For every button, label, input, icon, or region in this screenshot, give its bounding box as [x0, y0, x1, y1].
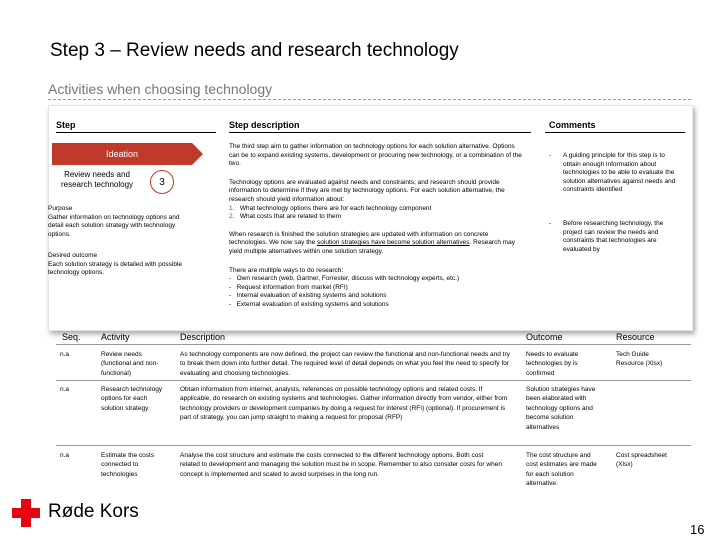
desc-paragraph-4: There are multiple ways to do research:	[229, 266, 344, 274]
table-header-description: Description	[180, 332, 226, 342]
bullet-text: Request information from market (RFI)	[236, 283, 348, 291]
header-description: Step description	[229, 120, 300, 130]
list-text: What costs that are related to them	[239, 213, 342, 221]
row-2-outcome: Solution strategies have been elaborated with technology options and become solution alternatives	[526, 386, 596, 431]
row-1-seq: n.a	[60, 351, 70, 358]
header-step: Step	[56, 120, 76, 130]
comment-dash-2: -	[549, 220, 552, 227]
bullet-text: External evaluation of existing systems and solutions	[236, 300, 389, 308]
desc-bullet-4: - External evaluation of existing systems and solutions	[229, 300, 389, 308]
header-description-line	[229, 132, 531, 133]
comment-2: Before researching technology, the project can review the needs and constraints that technologies are evaluated by	[563, 220, 664, 253]
table-divider	[56, 344, 691, 345]
page-number: 16	[690, 522, 705, 537]
desc-bullet-1: - Own research (web, Gartner, Forrester, discuss with technology experts, etc.)	[229, 275, 460, 283]
comment-dash-1: -	[549, 152, 552, 159]
outcome-label: Desired outcome	[48, 252, 98, 259]
list-number: 1.	[229, 204, 235, 212]
row-2-description: Obtain information from internet, analysts, references on possible technology options and related costs. If applicable, do research on existing systems and technologies. Gather information directly from vendor, either from technology providers or development companies by doing a request for interest (RFI) (optional). If procurement is part of strategy, you can jump straight to making a request for proposal (RFP)	[180, 386, 508, 422]
table-header-activity: Activity	[101, 332, 130, 342]
desc-p3-start: When research is finished the solution strategies are updated with information on concrete technologies. We now say the	[229, 230, 489, 247]
table-divider	[56, 380, 691, 381]
row-1-description: As technology components are now defined, the project can review the functional and non-functional needs and try to break them down into further detail. The required level of detail depends on what you feel the need to specify for evaluating and choosing technologies.	[180, 351, 510, 377]
page-subtitle: Activities when choosing technology	[48, 81, 273, 97]
row-2-seq: n.a	[60, 386, 70, 393]
desc-p3-end: . Research may yield multiple alternatives within one solution strategy.	[229, 239, 516, 255]
row-1-activity: Review needs (functional and non-functional)	[101, 351, 159, 377]
red-cross-logo-icon	[12, 499, 40, 527]
review-step-label: Review needs and research technology	[60, 170, 134, 189]
list-number: 2.	[229, 213, 235, 221]
desc-bullet-2: - Request information from market (RFI)	[229, 283, 348, 291]
outcome-text: Each solution strategy is detailed with possible technology options.	[48, 260, 183, 277]
row-1-resource: Tech Guide Resource (Xlsx)	[616, 351, 663, 368]
step-description	[229, 143, 523, 310]
outcome-block	[48, 252, 188, 278]
row-1-outcome: Needs to evaluate technologies by is confirmed	[526, 351, 579, 377]
purpose-text: Gather information on technology options and detail each solution strategy with technology options.	[48, 213, 180, 238]
subtitle-divider	[48, 99, 691, 100]
desc-list-item-2	[229, 213, 523, 222]
bullet-text: Internal evaluation of existing systems and solutions	[236, 292, 387, 300]
desc-paragraph-3	[229, 231, 523, 257]
row-3-activity: Estimate the costs connected to technologies	[101, 452, 155, 478]
header-comments: Comments	[549, 120, 596, 130]
header-comments-line	[545, 132, 685, 133]
purpose-label: Purpose	[48, 205, 73, 212]
row-3-seq: n.a	[60, 452, 70, 459]
row-3-resource: Cost spreadsheet (Xlsx)	[616, 452, 667, 469]
purpose-block	[48, 205, 188, 239]
row-3-outcome: The cost structure and cost estimates are made for each solution alternative.	[526, 452, 597, 488]
table-divider	[56, 445, 691, 446]
table-header-outcome: Outcome	[526, 332, 563, 342]
list-text: What technology options there are for each technology component	[239, 204, 432, 212]
comment-1: A guiding principle for this step is to obtain enough information about technologies to be able to evaluate the solution alternatives against needs and constraints identified	[563, 152, 676, 194]
row-3-description: Analyse the cost structure and estimate the costs connected to the different technology options. Both cost related to development and managing the solution must be in scope. Remember to also consider costs for when concept is implemented and scaled to avoid surprises in the long run.	[180, 452, 502, 478]
desc-bullet-3: - Internal evaluation of existing systems and solutions	[229, 292, 387, 300]
table-header-seq: Seq.	[62, 332, 81, 342]
desc-p3-underlined: solution strategies have become solution alternatives	[317, 239, 470, 247]
page-title: Step 3 – Review needs and research technology	[50, 40, 459, 61]
logo-text: Røde Kors	[48, 501, 139, 522]
row-2-activity: Research technology options for each solution strategy	[101, 386, 163, 412]
desc-paragraph-1: The third step aim to gather information on technology options for each solution alternative. Options can be to expand existing systems, development or procuring new technology, or a combination of the two.	[229, 143, 522, 168]
desc-list-item-1	[229, 205, 523, 214]
bullet-text: Own research (web, Gartner, Forrester, discuss with technology experts, etc.)	[236, 275, 460, 283]
step-number-badge: 3	[150, 170, 174, 194]
desc-paragraph-2: Technology options are evaluated against needs and constraints, and research should provide information to determine if they are met by technology options. For each solution alternative, the research should yield information about:	[229, 178, 505, 203]
header-step-line	[56, 132, 216, 133]
ideation-phase-arrow: Ideation	[52, 143, 192, 165]
table-header-resource: Resource	[616, 332, 655, 342]
